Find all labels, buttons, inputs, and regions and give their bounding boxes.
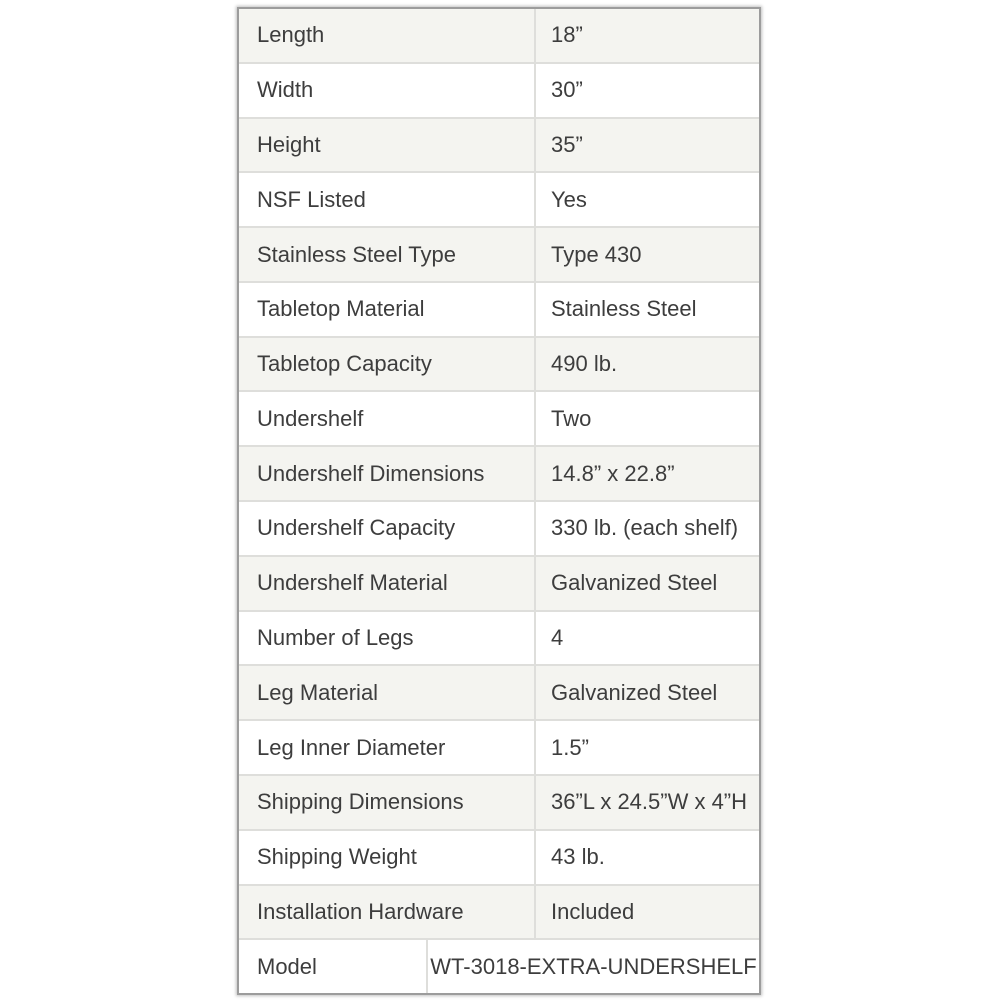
- spec-label: Tabletop Material: [239, 283, 536, 336]
- spec-label: NSF Listed: [239, 173, 536, 226]
- spec-row-undershelf: [239, 392, 759, 447]
- spec-row-undershelf-dimensions: [239, 447, 759, 502]
- spec-row-shipping-dimensions: [239, 776, 759, 831]
- spec-row-stainless-steel-type: [239, 228, 759, 283]
- spec-value: Stainless Steel: [551, 296, 697, 322]
- spec-label: Undershelf: [239, 392, 536, 445]
- spec-value: 36”L x 24.5”W x 4”H: [551, 789, 748, 815]
- spec-row-tabletop-capacity: [239, 338, 759, 393]
- spec-row-length: [239, 9, 759, 64]
- spec-label: Width: [239, 64, 536, 117]
- spec-row-height: [239, 119, 759, 174]
- spec-value: 330 lb. (each shelf): [551, 515, 739, 541]
- spec-label: Number of Legs: [239, 612, 536, 665]
- spec-label: Undershelf Dimensions: [239, 447, 536, 500]
- spec-value: 30”: [551, 77, 583, 103]
- spec-row-leg-inner-diameter: [239, 721, 759, 776]
- spec-label: Undershelf Material: [239, 557, 536, 610]
- spec-value: 4: [551, 624, 564, 650]
- spec-value: Yes: [551, 186, 587, 212]
- spec-value: WT-3018-EXTRA-UNDERSHELF: [430, 953, 757, 979]
- spec-value: Two: [551, 405, 592, 431]
- spec-row-model: [239, 940, 759, 993]
- spec-label: Tabletop Capacity: [239, 338, 536, 391]
- spec-value: Galvanized Steel: [551, 570, 718, 596]
- spec-row-undershelf-material: [239, 557, 759, 612]
- spec-label: Height: [239, 119, 536, 172]
- spec-value: Type 430: [551, 241, 642, 267]
- spec-row-width: [239, 64, 759, 119]
- spec-label: Shipping Weight: [239, 831, 536, 884]
- spec-row-installation-hardware: [239, 886, 759, 941]
- spec-row-number-of-legs: [239, 612, 759, 667]
- spec-label: Leg Material: [239, 666, 536, 719]
- spec-label: Length: [239, 9, 536, 62]
- spec-row-leg-material: [239, 666, 759, 721]
- spec-label: Leg Inner Diameter: [239, 721, 536, 774]
- spec-label: Installation Hardware: [239, 886, 536, 939]
- spec-value: 35”: [551, 131, 583, 157]
- spec-value: 1.5”: [551, 734, 589, 760]
- spec-value: 43 lb.: [551, 844, 605, 870]
- product-spec-table: [237, 7, 761, 995]
- spec-value: 14.8” x 22.8”: [551, 460, 675, 486]
- spec-label: Model: [239, 940, 428, 993]
- spec-row-tabletop-material: [239, 283, 759, 338]
- spec-row-shipping-weight: [239, 831, 759, 886]
- spec-label: Stainless Steel Type: [239, 228, 536, 281]
- spec-value: 490 lb.: [551, 351, 618, 377]
- spec-label: Undershelf Capacity: [239, 502, 536, 555]
- spec-row-nsf-listed: [239, 173, 759, 228]
- spec-value: Included: [551, 898, 635, 924]
- spec-label: Shipping Dimensions: [239, 776, 536, 829]
- spec-row-undershelf-capacity: [239, 502, 759, 557]
- spec-value: Galvanized Steel: [551, 679, 718, 705]
- spec-value: 18”: [551, 22, 583, 48]
